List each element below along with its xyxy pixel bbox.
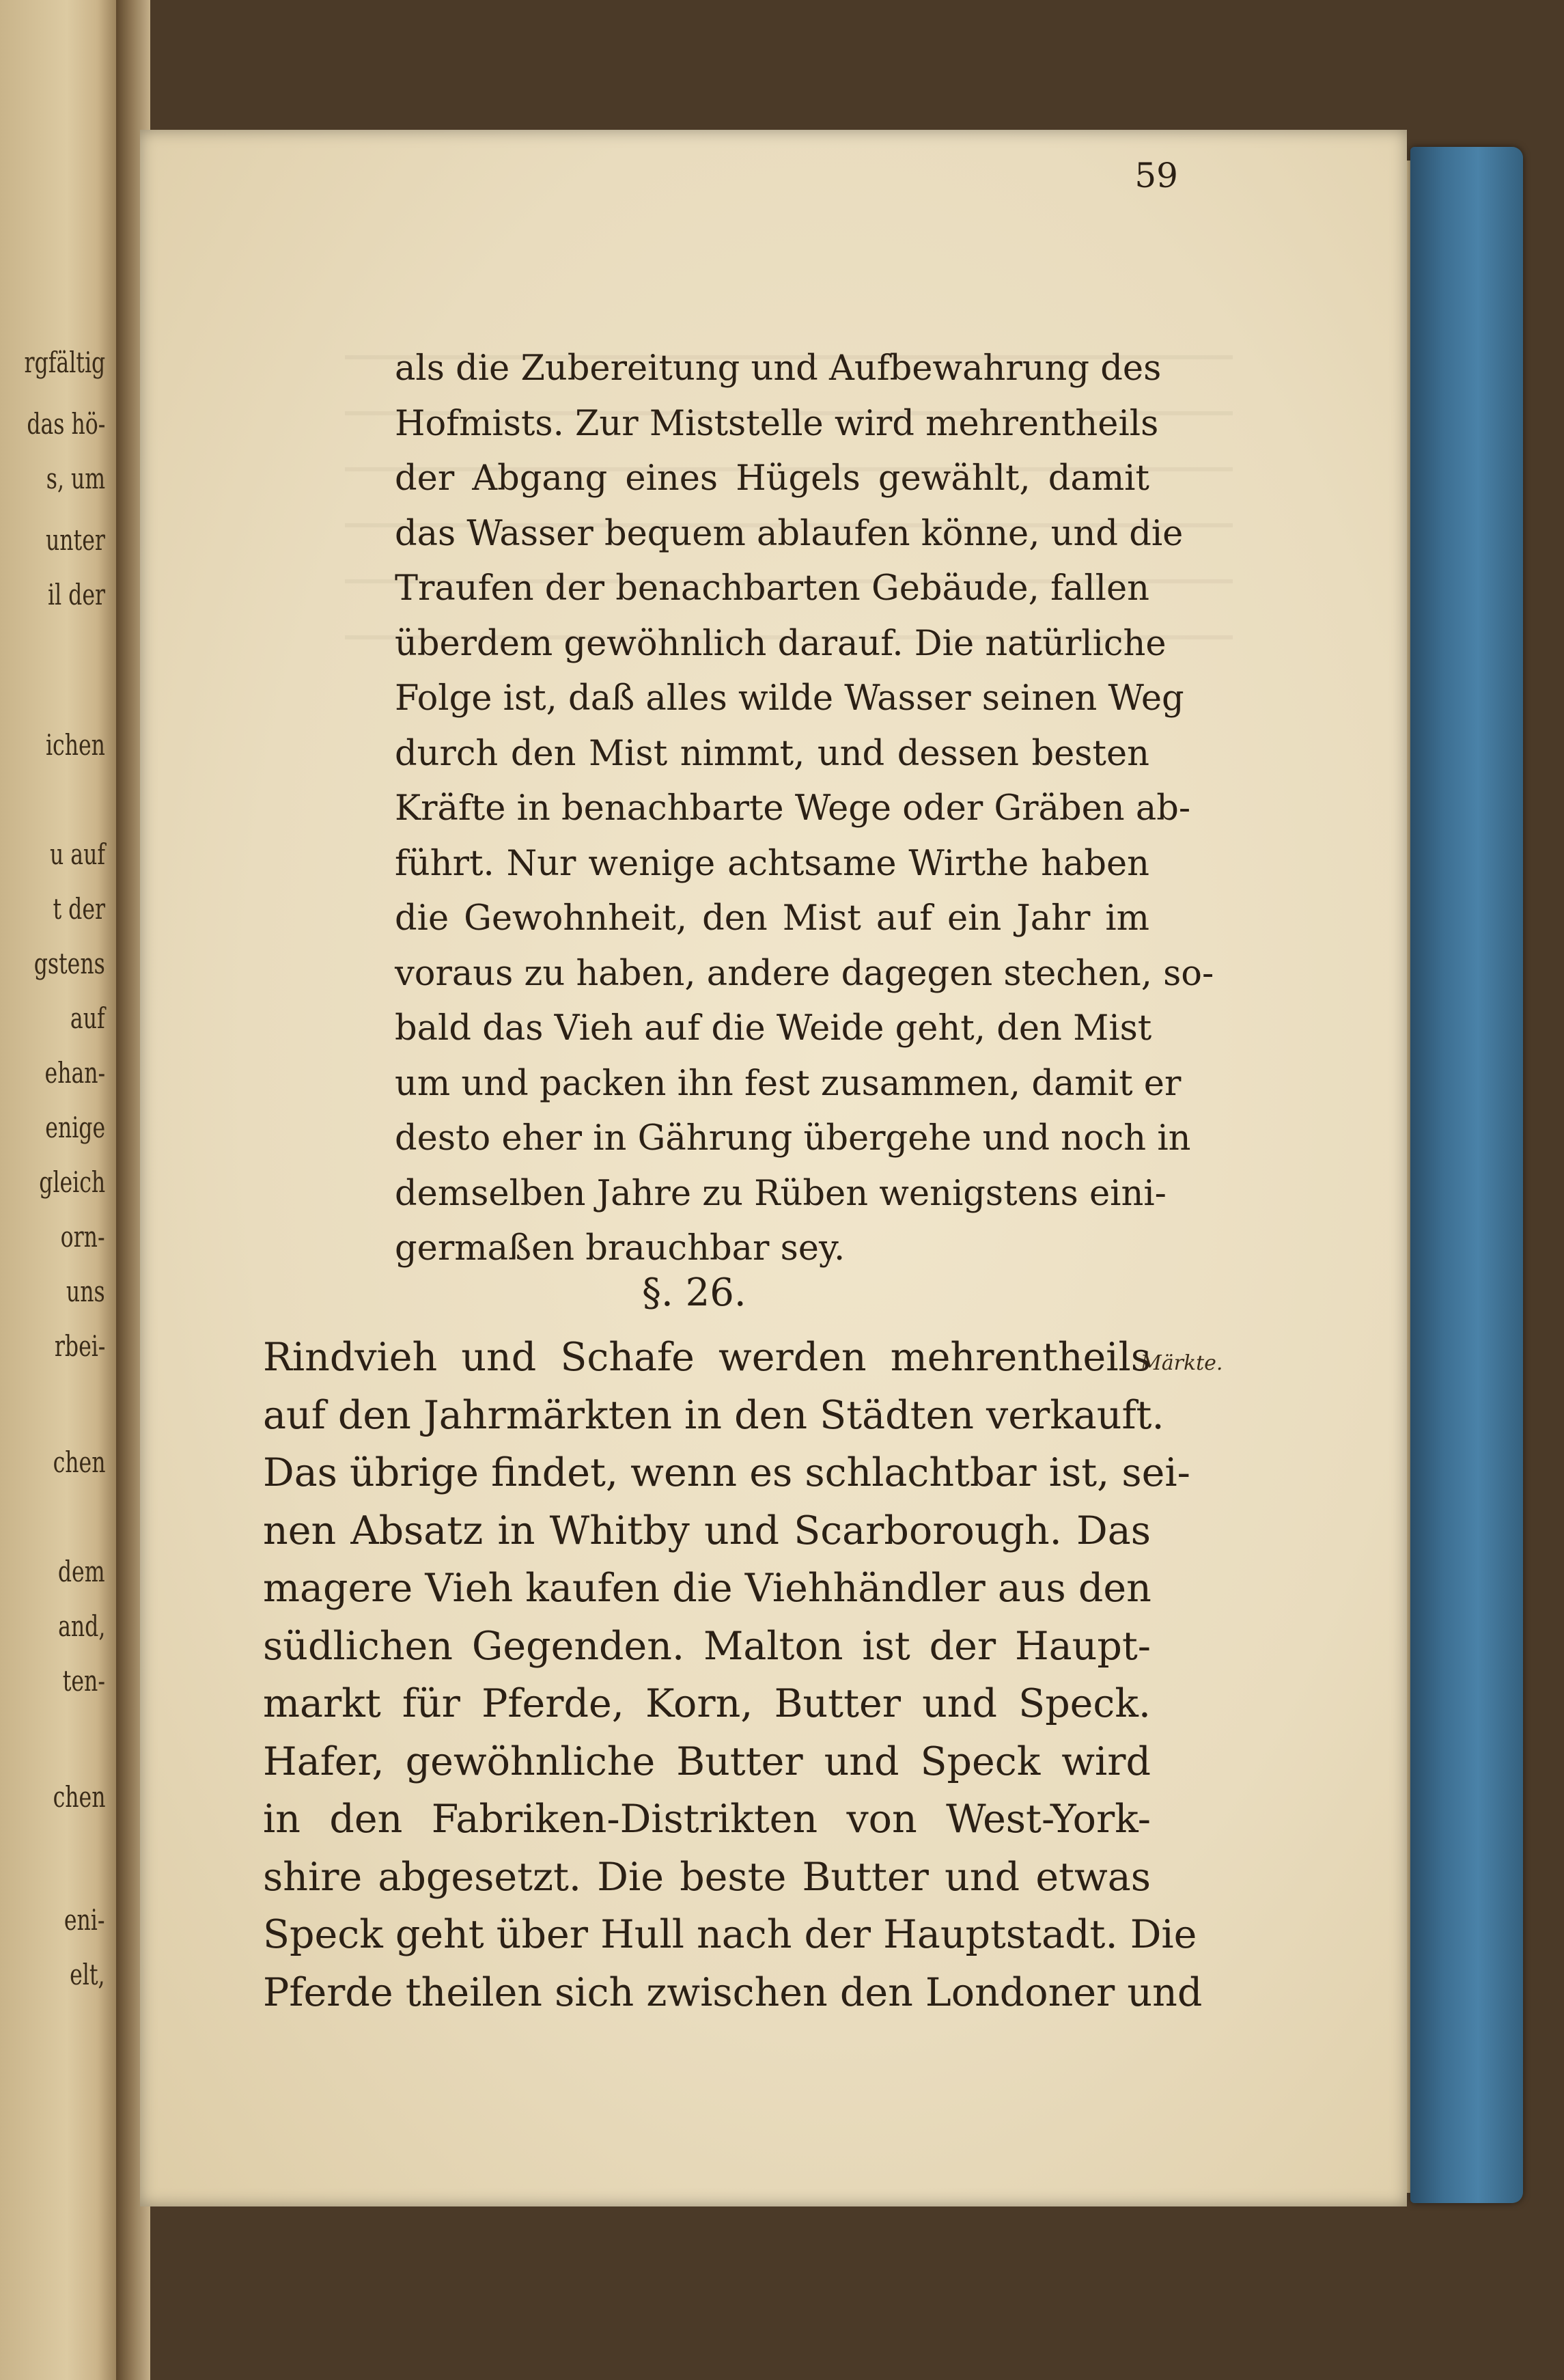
text-line: voraus zu haben, andere dagegen stechen, so- [395, 953, 1214, 994]
left-page-fragment: das hö- [26, 407, 105, 441]
left-page-fragment: s, um [46, 462, 105, 495]
text-line: Hafer, gewöhnliche Butter und Speck wird [263, 1739, 1151, 1784]
left-page-fragment: rbei- [54, 1329, 105, 1363]
text-line: demselben Jahre zu Rüben wenigstens eini- [395, 1173, 1167, 1214]
blue-book-cover [1410, 147, 1523, 2203]
text-line: germaßen brauchbar sey. [395, 1228, 846, 1269]
left-page-fragment: eni- [64, 1903, 105, 1937]
left-page-fragment: gleich [39, 1165, 105, 1199]
left-page-fragment: ichen [46, 728, 105, 762]
left-page-fragment: chen [53, 1780, 105, 1814]
left-page-fragment: gstens [33, 947, 105, 980]
text-line: nen Absatz in Whitby und Scarborough. Das [263, 1508, 1151, 1553]
text-line: Rindvieh und Schafe werden mehrentheils [263, 1335, 1151, 1380]
left-page-fragment: u auf [49, 838, 105, 871]
left-page-fragment: unter [46, 523, 105, 557]
text-line: in den Fabriken-Distrikten von West-York- [263, 1797, 1151, 1842]
left-page-fragment: t der [53, 892, 105, 926]
text-line: Traufen der benachbarten Gebäude, fallen [395, 568, 1149, 609]
text-line: überdem gewöhnlich darauf. Die natürliche [395, 623, 1167, 664]
text-line: bald das Vieh auf die Weide geht, den Mist [395, 1008, 1152, 1049]
left-page-fragment: orn- [61, 1220, 105, 1254]
previous-page-edge [0, 0, 122, 2380]
text-line: magere Vieh kaufen die Viehhändler aus den [263, 1566, 1151, 1611]
left-page-fragment: auf [70, 1001, 105, 1035]
text-line: desto eher in Gährung übergehe und noch in [395, 1118, 1191, 1159]
left-page-fragment: il der [47, 578, 105, 611]
text-line: die Gewohnheit, den Mist auf ein Jahr im [395, 898, 1149, 939]
text-line: Kräfte in benachbarte Wege oder Gräben ab- [395, 788, 1191, 829]
text-line: durch den Mist nimmt, und dessen besten [395, 733, 1149, 774]
left-page-fragment: elt, [70, 1958, 105, 1991]
left-page-fragment: dem [58, 1555, 105, 1588]
text-line: südlichen Gegenden. Malton ist der Haupt- [263, 1623, 1151, 1669]
text-line: shire abgesetzt. Die beste Butter und etwas [263, 1854, 1151, 1900]
text-line: auf den Jahrmärkten in den Städten verkauft. [263, 1392, 1164, 1438]
text-line: Hofmists. Zur Miststelle wird mehrentheils [395, 403, 1159, 444]
left-page-fragment: ten- [62, 1664, 105, 1698]
text-line: Folge ist, daß alles wilde Wasser seinen Weg [395, 678, 1184, 719]
left-page-fragment: uns [66, 1275, 105, 1308]
text-line: führt. Nur wenige achtsame Wirthe haben [395, 843, 1149, 884]
text-line: Das übrige findet, wenn es schlachtbar ist, sei- [263, 1450, 1190, 1495]
margin-note: Märkte. [1141, 1351, 1223, 1375]
text-line: Speck geht über Hull nach der Hauptstadt. Die [263, 1912, 1197, 1957]
left-page-fragment: chen [53, 1445, 105, 1479]
page-number: 59 [1134, 156, 1178, 195]
left-page-fragment: enige [45, 1111, 105, 1144]
left-page-fragment: rgfältig [24, 346, 105, 379]
section-heading: §. 26. [642, 1271, 746, 1315]
text-line: markt für Pferde, Korn, Butter und Speck. [263, 1681, 1151, 1726]
text-line: um und packen ihn fest zusammen, damit er [395, 1063, 1182, 1104]
left-page-fragment: ehan- [44, 1056, 105, 1090]
text-line: als die Zubereitung und Aufbewahrung des [395, 348, 1162, 389]
text-line: Pferde theilen sich zwischen den Londoner und [263, 1969, 1203, 2015]
left-page-fragment: and, [57, 1609, 105, 1643]
text-line: das Wasser bequem ablaufen könne, und die [395, 513, 1184, 554]
text-line: der Abgang eines Hügels gewählt, damit [395, 458, 1149, 499]
